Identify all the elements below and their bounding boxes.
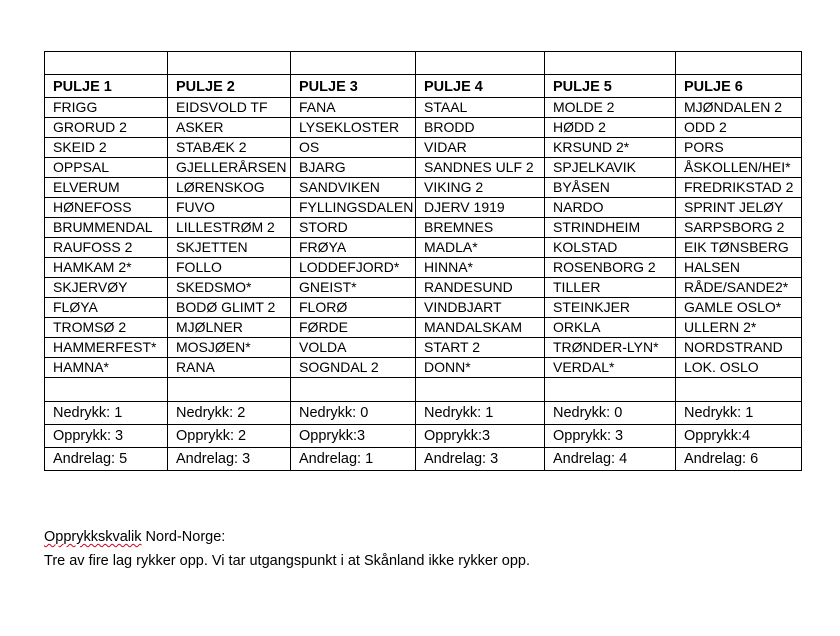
team-row-cell: MANDALSKAM xyxy=(416,318,545,338)
header-row-cell: PULJE 1 xyxy=(45,75,168,98)
team-row-cell: ELVERUM xyxy=(45,178,168,198)
team-row-cell: MJØLNER xyxy=(168,318,291,338)
team-row-cell: RANA xyxy=(168,358,291,378)
spacer-row xyxy=(45,378,802,402)
team-row-cell: SANDVIKEN xyxy=(291,178,416,198)
stat-row-cell: Nedrykk: 1 xyxy=(676,402,802,425)
spellcheck-word: Opprykkskvalik xyxy=(44,529,142,545)
team-row-cell: DJERV 1919 xyxy=(416,198,545,218)
header-row-cell: PULJE 2 xyxy=(168,75,291,98)
team-row-cell: PORS xyxy=(676,138,802,158)
stat-row xyxy=(45,425,802,448)
team-row-cell: BYÅSEN xyxy=(545,178,676,198)
stat-row xyxy=(45,448,802,471)
team-row-cell: ASKER xyxy=(168,118,291,138)
team-row-cell: FYLLINGSDALEN xyxy=(291,198,416,218)
team-row-cell: VERDAL* xyxy=(545,358,676,378)
header-row-cell: PULJE 6 xyxy=(676,75,802,98)
empty-cell xyxy=(291,52,416,75)
empty-cell xyxy=(416,52,545,75)
stat-row-cell: Andrelag: 4 xyxy=(545,448,676,471)
team-row-cell: BJARG xyxy=(291,158,416,178)
team-row-cell: VOLDA xyxy=(291,338,416,358)
team-row-cell: MOLDE 2 xyxy=(545,98,676,118)
team-row-cell: ORKLA xyxy=(545,318,676,338)
team-row xyxy=(45,318,802,338)
team-row-cell: ROSENBORG 2 xyxy=(545,258,676,278)
team-row xyxy=(45,338,802,358)
team-row-cell: START 2 xyxy=(416,338,545,358)
team-row-cell: SPJELKAVIK xyxy=(545,158,676,178)
team-row-cell: DONN* xyxy=(416,358,545,378)
empty-cell xyxy=(45,378,168,402)
team-row-cell: LØRENSKOG xyxy=(168,178,291,198)
team-row-cell: HALSEN xyxy=(676,258,802,278)
team-row-cell: TILLER xyxy=(545,278,676,298)
team-row-cell: RANDESUND xyxy=(416,278,545,298)
team-row-cell: SKJERVØY xyxy=(45,278,168,298)
header-row-cell: PULJE 5 xyxy=(545,75,676,98)
team-row-cell: MJØNDALEN 2 xyxy=(676,98,802,118)
heading-line xyxy=(44,528,225,546)
team-row-cell: LOK. OSLO xyxy=(676,358,802,378)
team-row-cell: VIDAR xyxy=(416,138,545,158)
stat-row-cell: Opprykk:4 xyxy=(676,425,802,448)
stat-row-cell: Opprykk:3 xyxy=(291,425,416,448)
team-row-cell: ODD 2 xyxy=(676,118,802,138)
blank-row xyxy=(45,52,802,75)
team-row-cell: LODDEFJORD* xyxy=(291,258,416,278)
team-row-cell: GRORUD 2 xyxy=(45,118,168,138)
empty-cell xyxy=(168,378,291,402)
team-row-cell: FØRDE xyxy=(291,318,416,338)
team-row-cell: RÅDE/SANDE2* xyxy=(676,278,802,298)
empty-cell xyxy=(676,52,802,75)
team-row xyxy=(45,138,802,158)
empty-cell xyxy=(45,52,168,75)
team-row-cell: BRUMMENDAL xyxy=(45,218,168,238)
team-row-cell: BRODD xyxy=(416,118,545,138)
team-row-cell: LILLESTRØM 2 xyxy=(168,218,291,238)
team-row-cell: FOLLO xyxy=(168,258,291,278)
stat-row-cell: Opprykk: 3 xyxy=(45,425,168,448)
stat-row-cell: Nedrykk: 0 xyxy=(545,402,676,425)
team-row-cell: NARDO xyxy=(545,198,676,218)
team-row-cell: FLORØ xyxy=(291,298,416,318)
team-row-cell: STAAL xyxy=(416,98,545,118)
team-row-cell: TROMSØ 2 xyxy=(45,318,168,338)
stat-row-cell: Nedrykk: 1 xyxy=(45,402,168,425)
stat-row-cell: Nedrykk: 1 xyxy=(416,402,545,425)
stat-row xyxy=(45,402,802,425)
team-row xyxy=(45,218,802,238)
empty-cell xyxy=(676,378,802,402)
stat-row-cell: Nedrykk: 2 xyxy=(168,402,291,425)
empty-cell xyxy=(168,52,291,75)
team-row-cell: VINDBJART xyxy=(416,298,545,318)
team-row-cell: KOLSTAD xyxy=(545,238,676,258)
pulje-table xyxy=(44,51,802,471)
team-row-cell: SKJETTEN xyxy=(168,238,291,258)
team-row-cell: RAUFOSS 2 xyxy=(45,238,168,258)
team-row-cell: HØDD 2 xyxy=(545,118,676,138)
team-row-cell: BODØ GLIMT 2 xyxy=(168,298,291,318)
team-row xyxy=(45,158,802,178)
team-row-cell: FANA xyxy=(291,98,416,118)
team-row-cell: STORD xyxy=(291,218,416,238)
team-row-cell: FRIGG xyxy=(45,98,168,118)
team-row-cell: FRØYA xyxy=(291,238,416,258)
team-row-cell: OPPSAL xyxy=(45,158,168,178)
team-row xyxy=(45,178,802,198)
pulje-table-body xyxy=(45,52,802,471)
stat-row-cell: Opprykk: 3 xyxy=(545,425,676,448)
header-row xyxy=(45,75,802,98)
team-row xyxy=(45,118,802,138)
empty-cell xyxy=(545,52,676,75)
team-row-cell: GJELLERÅRSEN xyxy=(168,158,291,178)
team-row-cell: HAMNA* xyxy=(45,358,168,378)
team-row-cell: KRSUND 2* xyxy=(545,138,676,158)
team-row-cell: SARPSBORG 2 xyxy=(676,218,802,238)
team-row-cell: SPRINT JELØY xyxy=(676,198,802,218)
stat-row-cell: Andrelag: 6 xyxy=(676,448,802,471)
team-row-cell: FUVO xyxy=(168,198,291,218)
team-row-cell: FLØYA xyxy=(45,298,168,318)
stat-row-cell: Opprykk: 2 xyxy=(168,425,291,448)
stat-row-cell: Andrelag: 3 xyxy=(416,448,545,471)
team-row xyxy=(45,298,802,318)
stat-row-cell: Andrelag: 3 xyxy=(168,448,291,471)
team-row-cell: TRØNDER-LYN* xyxy=(545,338,676,358)
team-row xyxy=(45,258,802,278)
stat-row-cell: Andrelag: 5 xyxy=(45,448,168,471)
team-row-cell: BREMNES xyxy=(416,218,545,238)
team-row xyxy=(45,98,802,118)
team-row-cell: SKEDSMO* xyxy=(168,278,291,298)
team-row-cell: STEINKJER xyxy=(545,298,676,318)
team-row-cell: FREDRIKSTAD 2 xyxy=(676,178,802,198)
team-row-cell: EIK TØNSBERG xyxy=(676,238,802,258)
team-row-cell: STRINDHEIM xyxy=(545,218,676,238)
header-row-cell: PULJE 3 xyxy=(291,75,416,98)
team-row xyxy=(45,358,802,378)
team-row-cell: HØNEFOSS xyxy=(45,198,168,218)
team-row-cell: MOSJØEN* xyxy=(168,338,291,358)
team-row-cell: HAMMERFEST* xyxy=(45,338,168,358)
team-row-cell: HAMKAM 2* xyxy=(45,258,168,278)
team-row-cell: GNEIST* xyxy=(291,278,416,298)
team-row-cell: SOGNDAL 2 xyxy=(291,358,416,378)
heading-line-rest: Nord-Norge: xyxy=(141,529,226,545)
team-row xyxy=(45,278,802,298)
team-row xyxy=(45,238,802,258)
empty-cell xyxy=(291,378,416,402)
team-row-cell: SANDNES ULF 2 xyxy=(416,158,545,178)
empty-cell xyxy=(545,378,676,402)
team-row-cell: GAMLE OSLO* xyxy=(676,298,802,318)
team-row-cell: MADLA* xyxy=(416,238,545,258)
team-row-cell: STABÆK 2 xyxy=(168,138,291,158)
team-row-cell: VIKING 2 xyxy=(416,178,545,198)
stat-row-cell: Nedrykk: 0 xyxy=(291,402,416,425)
team-row-cell: ÅSKOLLEN/HEI* xyxy=(676,158,802,178)
body-paragraph: Tre av fire lag rykker opp. Vi tar utgangspunkt i at Skånland ikke rykker opp. xyxy=(44,553,530,569)
stat-row-cell: Andrelag: 1 xyxy=(291,448,416,471)
team-row-cell: ULLERN 2* xyxy=(676,318,802,338)
team-row-cell: SKEID 2 xyxy=(45,138,168,158)
team-row-cell: EIDSVOLD TF xyxy=(168,98,291,118)
team-row-cell: HINNA* xyxy=(416,258,545,278)
team-row-cell: NORDSTRAND xyxy=(676,338,802,358)
header-row-cell: PULJE 4 xyxy=(416,75,545,98)
empty-cell xyxy=(416,378,545,402)
team-row xyxy=(45,198,802,218)
stat-row-cell: Opprykk:3 xyxy=(416,425,545,448)
team-row-cell: OS xyxy=(291,138,416,158)
team-row-cell: LYSEKLOSTER xyxy=(291,118,416,138)
